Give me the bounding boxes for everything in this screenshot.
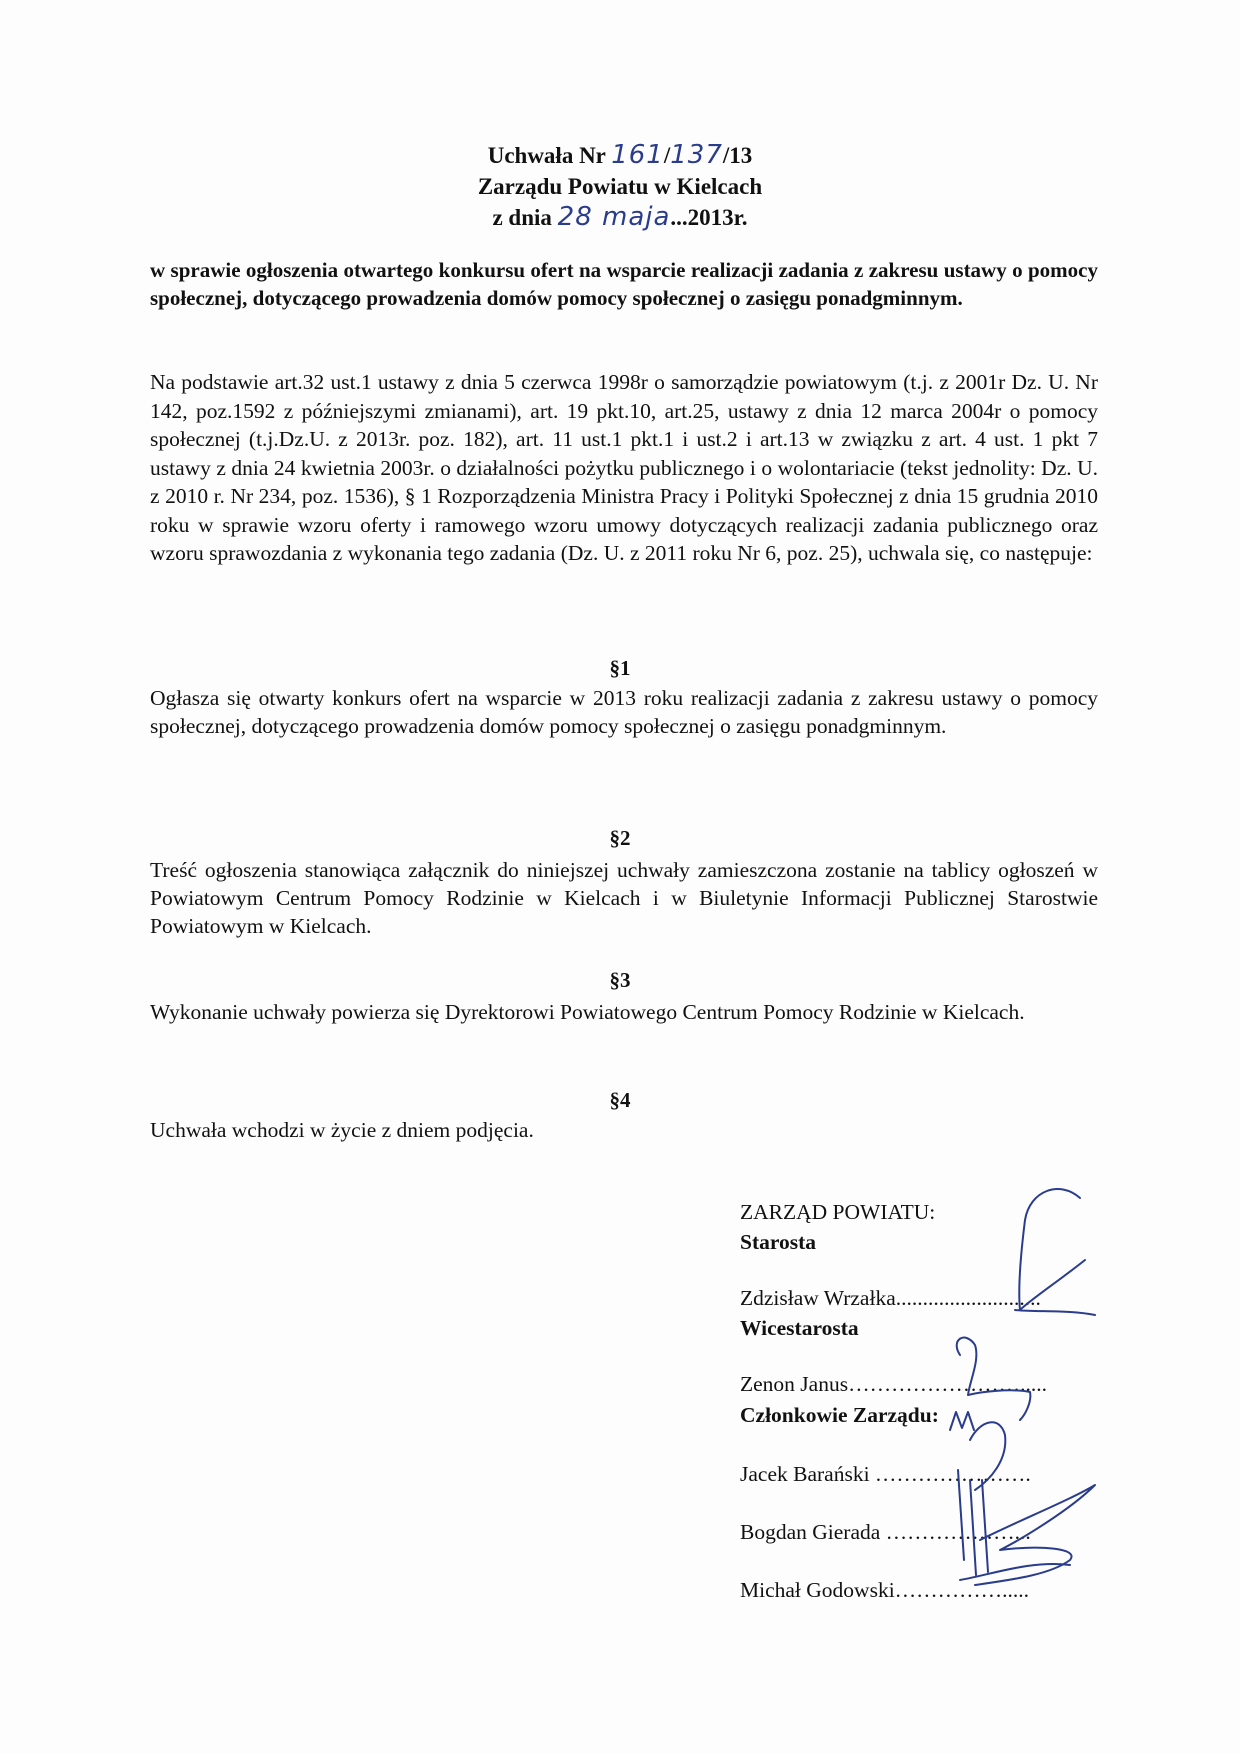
starosta-signature-line: Zdzisław Wrzałka........................... [740,1286,1041,1310]
member-2-signature-line: Bogdan Gierada ………………... [740,1520,1031,1544]
resolution-number-line [0,140,1240,171]
section-4-text: Uchwała wchodzi w życie z dniem podjęcia. [150,1118,534,1142]
resolution-subject: w sprawie ogłoszenia otwartego konkursu ofert na wsparcie realizacji zadania z zakresu ustawy o pomocy społecznej, dotyczącego prowadzenia domów pomocy społecznej o zasięgu ponadgminnym. [150,258,1098,310]
date-year: ...2013r. [670,205,748,230]
legal-basis: Na podstawie art.32 ust.1 ustawy z dnia 5 czerwca 1998r o samorządzie powiatowym (t.j. z 2001r Dz. U. Nr 142, poz.1592 z późniejszymi zmianami), art. 19 pkt.10, art.25, ustawy z dnia 12 marca 2004r o pomocy społecznej (t.j.Dz.U. z 2013r. poz. 182), art. 11 ust.1 pkt.1 i ust.2 i art.13 w związku z art. 4 ust. 1 pkt 7 ustawy z dnia 24 kwietnia 2003r. o działalności pożytku publicznego i o wolontariacie (tekst jednolity: Dz. U. z 2010 r. Nr 234, poz. 1536), § 1 Rozporządzenia Ministra Pracy i Polityki Społecznej z dnia 15 grudnia 2010 roku w sprawie wzoru oferty i ramowego wzoru umowy dotyczących realizacji zadania publicznego oraz wzoru sprawozdania z wykonania tego zadania (Dz. U. z 2011 roku Nr 6, poz. 25), uchwala się, co następuje: [150,370,1098,565]
section-4-title: §4 [609,1088,631,1112]
number-separator: / [663,143,671,168]
member-1-signature-line: Jacek Barański …………………. [740,1462,1031,1486]
section-1-text: Ogłasza się otwarty konkurs ofert na wsparcie w 2013 roku realizacji zadania z zakresu ustawy o pomocy społecznej, dotyczącego prowadzenia domów pomocy społecznej o zasięgu ponadgminnym. [150,686,1098,738]
handwritten-number-2: 137 [670,140,723,170]
board-heading: ZARZĄD POWIATU: [740,1200,936,1224]
signature-stroke-member-3 [960,1485,1095,1585]
signature-stroke-member-2 [958,1470,988,1575]
issuer-line: Zarządu Powiatu w Kielcach [477,174,763,199]
resolution-label: Uchwała Nr [487,143,612,168]
wicestarosta-signature-line: Zenon Janus……………………..... [740,1372,1047,1396]
signature-stroke-wicestarosta [957,1338,1031,1420]
section-2-text: Treść ogłoszenia stanowiąca załącznik do niniejszej uchwały zamieszczona zostanie na tablicy ogłoszeń w Powiatowym Centrum Pomocy Rodzinie w Kielcach i w Biuletynie Informacji Publicznej Starostwie Powiatowym w Kielcach. [150,858,1098,938]
handwritten-signatures [920,1180,1140,1610]
member-3-signature-line: Michał Godowski……………..... [740,1578,1030,1602]
section-2-title: §2 [609,826,631,850]
handwritten-date: 28 maja [557,202,671,232]
handwritten-number-1: 161 [611,140,664,170]
section-3-text: Wykonanie uchwały powierza się Dyrektorowi Powiatowego Centrum Pomocy Rodzinie w Kielcach. [150,1000,1025,1024]
wicestarosta-role: Wicestarosta [740,1316,859,1340]
section-3-title: §3 [609,968,631,992]
date-label: z dnia [492,205,558,230]
starosta-role: Starosta [740,1230,817,1254]
members-role: Członkowie Zarządu: [740,1403,939,1427]
section-1-title: §1 [609,656,631,680]
date-line [0,202,1240,233]
signature-stroke-starosta [1015,1189,1095,1315]
number-suffix: /13 [722,143,753,168]
resolution-header [0,140,1240,233]
